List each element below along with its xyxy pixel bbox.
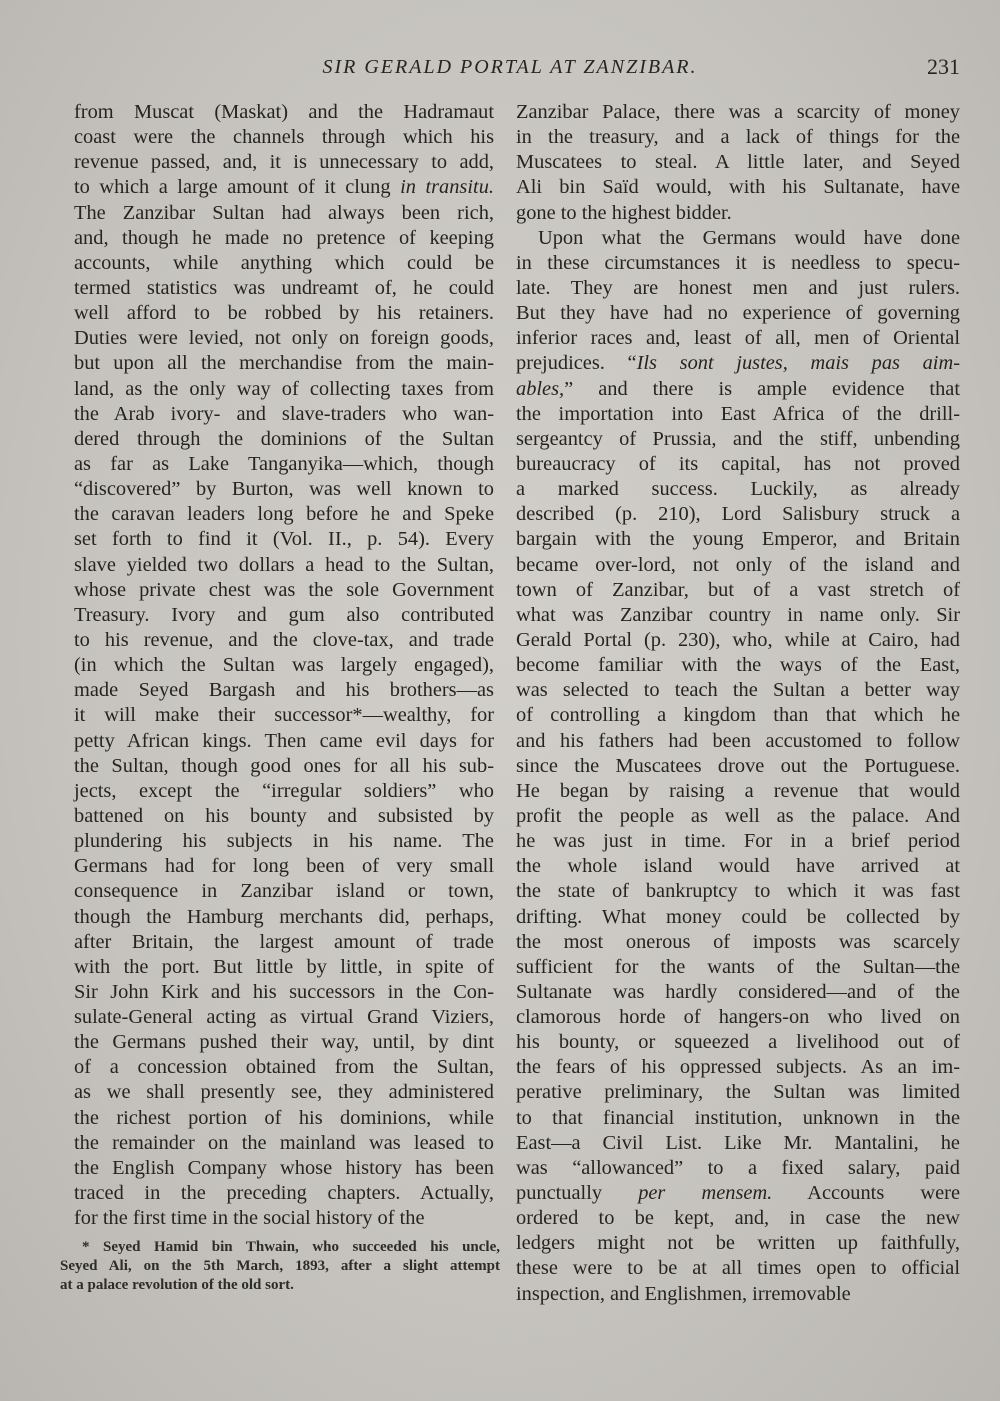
text-line: Muscatees to steal. A little later, and Seyed [516,151,960,174]
text-line: clamorous horde of hangers-on who lived on [516,1006,960,1029]
text-line: the English Company whose history has been [74,1156,494,1179]
text-line: the most onerous of imposts was scarcely [516,930,960,953]
text-line: became over-lord, not only of the island and [516,553,960,576]
text-line: sulate-General acting as virtual Grand Viziers, [74,1006,494,1029]
text-line: battened on his bounty and subsisted by [74,804,494,827]
text-line: late. They are honest men and just rulers. [516,276,960,299]
text-line: described (p. 210), Lord Salisbury struck a [516,503,960,526]
italic-phrase: Ils sont justes, mais pas aim- [636,352,960,375]
text-line: the caravan leaders long before he and Speke [74,503,494,526]
text-line: Gerald Portal (p. 230), who, while at Cairo, had [516,628,960,651]
text-line: “discovered” by Burton, was well known to [74,478,494,501]
text-line: become familiar with the ways of the East, [516,654,960,677]
italic-phrase: ables, [516,377,565,400]
text-line: whose private chest was the sole Government [74,578,494,601]
text-line: sufficient for the wants of the Sultan—the [516,955,960,978]
text-line: it will make their successor*—wealthy, for [74,704,494,727]
text-line: made Seyed Bargash and his brothers—as [74,679,494,702]
text-line: what was Zanzibar country in name only. Sir [516,603,960,626]
running-header [0,56,1000,86]
text-line: Ali bin Saïd would, with his Sultanate, have [516,176,960,199]
text-line: ordered to be kept, and, in case the new [516,1207,960,1230]
text-line: revenue passed, and, it is unnecessary to add, [74,151,494,174]
text-line: in the treasury, and a lack of things for the [516,126,960,149]
text-line: he was just in time. For in a brief period [516,830,960,853]
text-line: after Britain, the largest amount of trade [74,930,494,953]
text-line: East—a Civil List. Like Mr. Mantalini, he [516,1131,960,1154]
text-line: the importation into East Africa of the drill- [516,402,960,425]
text-line: to that financial institution, unknown in the [516,1106,960,1129]
text-line: these were to be at all times open to official [516,1257,960,1280]
text-line: at a palace revolution of the old sort. [60,1277,294,1293]
text-line: consequence in Zanzibar island or town, [74,880,494,903]
italic-phrase: in transitu. [400,176,494,199]
italic-phrase: per mensem. [638,1182,773,1205]
text-line: plundering his subjects in his name. The [74,830,494,853]
text-line: land, as the only way of collecting taxes from [74,377,494,400]
text-line: of a concession obtained from the Sultan, [74,1056,494,1079]
text-line: town of Zanzibar, but of a vast stretch of [516,578,960,601]
text-line: his bounty, or squeezed a livelihood out of [516,1031,960,1054]
text-line: jects, except the “irregular soldiers” who [74,779,494,802]
text-line: of controlling a kingdom than that which he [516,704,960,727]
text-line: * Seyed Hamid bin Thwain, who succeeded his uncle, [82,1239,500,1255]
left-column [74,100,494,1231]
text-line: in these circumstances it is needless to specu- [516,251,960,274]
text-line: bargain with the young Emperor, and Britain [516,528,960,551]
text-line: (in which the Sultan was largely engaged), [74,654,494,677]
text-line: Duties were levied, not only on foreign goods, [74,327,494,350]
text-line: as far as Lake Tanganyika—which, though [74,452,494,475]
text-line: profit the people as well as the palace. And [516,804,960,827]
text-line: inferior races and, least of all, men of Oriental [516,327,960,350]
text-line: as we shall presently see, they administered [74,1081,494,1104]
text-line: ledgers might not be written up faithfully, [516,1232,960,1255]
text-line: the Germans pushed their way, until, by dint [74,1031,494,1054]
text-line: and, though he made no pretence of keeping [74,226,494,249]
text-line: punctually per mensem. Accounts were [516,1182,960,1205]
text-line: was “allowanced” to a fixed salary, paid [516,1156,960,1179]
text-line: to his revenue, and the clove-tax, and trade [74,628,494,651]
text-line: Germans had for long been of very small [74,855,494,878]
text-line: the remainder on the mainland was leased to [74,1131,494,1154]
text-line: Sir John Kirk and his successors in the Con- [74,980,494,1003]
text-line: traced in the preceding chapters. Actually, [74,1182,494,1205]
text-line: the Arab ivory- and slave-traders who wan- [74,402,494,425]
text-line: sergeantcy of Prussia, and the stiff, unbending [516,427,960,450]
text-line: termed statistics was undreamt of, he could [74,276,494,299]
text-line: the Sultan, though good ones for all his sub- [74,754,494,777]
text-line: slave yielded two dollars a head to the Sultan, [74,553,494,576]
text-line: drifting. What money could be collected by [516,905,960,928]
text-line: the state of bankruptcy to which it was fast [516,880,960,903]
text-line: Treasury. Ivory and gum also contributed [74,603,494,626]
text-line: was selected to teach the Sultan a better way [516,679,960,702]
text-line: the fears of his oppressed subjects. As an im- [516,1056,960,1079]
text-line: with the port. But little by little, in spite of [74,955,494,978]
text-line: set forth to find it (Vol. II., p. 54). Every [74,528,494,551]
text-line: The Zanzibar Sultan had always been rich, [74,201,494,224]
page-number: 231 [927,54,960,79]
text-line: gone to the highest bidder. [516,201,732,224]
text-line: But they have had no experience of governing [516,302,960,325]
text-line: inspection, and Englishmen, irremovable [516,1282,851,1305]
text-line: bureaucracy of its capital, has not proved [516,452,960,475]
text-line: but upon all the merchandise from the main- [74,352,494,375]
text-line: dered through the dominions of the Sultan [74,427,494,450]
text-line: from Muscat (Maskat) and the Hadramaut [74,101,494,123]
text-line: the whole island would have arrived at [516,855,960,878]
text-line: and his fathers had been accustomed to follow [516,729,960,752]
text-line: the richest portion of his dominions, while [74,1106,494,1129]
text-line: Zanzibar Palace, there was a scarcity of money [516,101,960,123]
text-line: a marked success. Luckily, as already [516,478,960,501]
text-line: petty African kings. Then came evil days for [74,729,494,752]
text-line: to which a large amount of it clung in transitu. [74,176,494,199]
text-line: ables,” and there is ample evidence that [516,377,960,400]
text-line: accounts, while anything which could be [74,251,494,274]
text-line: prejudices. “Ils sont justes, mais pas aim- [516,352,960,375]
text-line: since the Muscatees drove out the Portuguese. [516,754,960,777]
text-line: coast were the channels through which his [74,126,494,149]
text-line: Seyed Ali, on the 5th March, 1893, after a slight attempt [60,1258,500,1274]
text-line: He began by raising a revenue that would [516,779,960,802]
text-line: Upon what the Germans would have done [538,226,960,249]
text-line: for the first time in the social history of the [74,1207,425,1230]
text-line: Sultanate was hardly considered—and of the [516,980,960,1003]
running-title: SIR GERALD PORTAL AT ZANZIBAR. [322,56,698,78]
right-column [516,100,960,1307]
footnote [60,1238,500,1295]
text-line: though the Hamburg merchants did, perhaps, [74,905,494,928]
text-line: perative preliminary, the Sultan was limited [516,1081,960,1104]
text-line: well afford to be robbed by his retainers. [74,302,494,325]
